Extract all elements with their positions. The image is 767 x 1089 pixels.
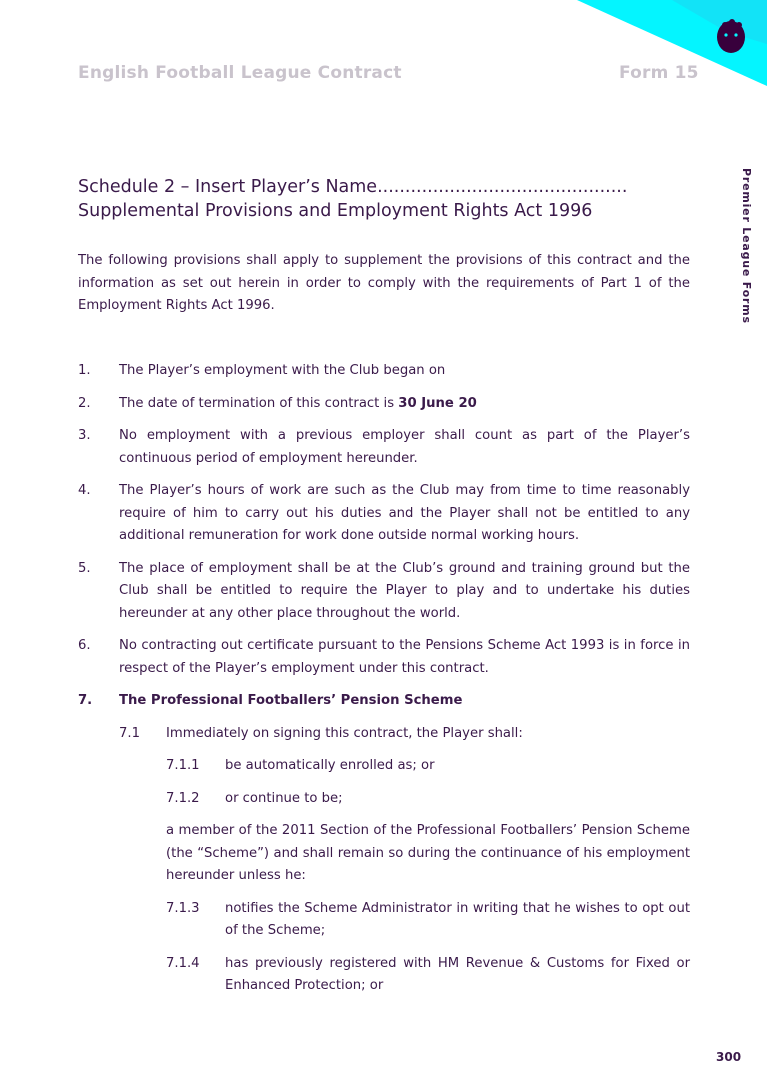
subsubclause xyxy=(166,898,690,943)
subsubclause-text: or continue to be; xyxy=(225,790,343,806)
list-item xyxy=(78,635,690,680)
item-number: 5. xyxy=(78,560,91,576)
item-text: The place of employment shall be at the Club’s ground and training ground but the Club shall be entitled to require the Player to play and to undertake his duties hereunder at any other place throughout the world. xyxy=(119,560,690,621)
subclause xyxy=(119,723,690,746)
list-item xyxy=(78,558,690,626)
subsubclause-text: notifies the Scheme Administrator in writing that he wishes to opt out of the Scheme; xyxy=(225,900,690,938)
subclause-number: 7.1 xyxy=(119,725,140,741)
schedule-title-line1: Schedule 2 – Insert Player’s Name............................................. xyxy=(78,177,628,197)
subsubclause-text: has previously registered with HM Revenue & Customs for Fixed or Enhanced Protection; or xyxy=(225,955,690,993)
list-item xyxy=(78,393,690,416)
item-text xyxy=(119,393,690,416)
item-text: The Player’s employment with the Club began on xyxy=(119,363,446,378)
provisions-list xyxy=(78,360,690,998)
document-title: English Football League Contract xyxy=(78,63,402,83)
item-text: No employment with a previous employer shall count as part of the Player’s continuous period of employment hereunder. xyxy=(119,428,690,466)
subsubclause-number: 7.1.2 xyxy=(166,790,200,806)
item-number: 6. xyxy=(78,638,91,653)
list-item xyxy=(78,425,690,470)
intro-paragraph: The following provisions shall apply to supplement the provisions of this contract and the information as set out herein in order to comply with the requirements of Part 1 of the Employment Rights Act 1996. xyxy=(78,253,690,313)
item-text-plain: The date of termination of this contract is xyxy=(119,395,399,411)
list-item xyxy=(78,360,690,383)
subsubclause-number: 7.1.1 xyxy=(166,758,200,773)
list-item xyxy=(78,480,690,548)
item-number: 2. xyxy=(78,395,91,411)
subclause-text: Immediately on signing this contract, the Player shall: xyxy=(166,725,523,741)
side-label: Premier League Forms xyxy=(740,168,753,324)
item-text: The Professional Footballers’ Pension Scheme xyxy=(119,693,463,708)
schedule-title-line2: Supplemental Provisions and Employment Rights Act 1996 xyxy=(78,201,593,221)
page-number: 300 xyxy=(716,1050,742,1064)
form-label: Form 15 xyxy=(619,63,699,83)
item-number: 7. xyxy=(78,693,93,708)
scheme-paragraph: a member of the 2011 Section of the Professional Footballers’ Pension Scheme (the “Scheme”) and shall remain so during the continuance of his employment hereunder unless he: xyxy=(166,823,690,883)
schedule-title xyxy=(78,175,627,223)
subsubclause-number: 7.1.4 xyxy=(166,955,200,971)
termination-date: 30 June 20 xyxy=(398,395,477,411)
section-heading xyxy=(78,690,690,713)
subsubclause xyxy=(166,788,690,811)
item-number: 1. xyxy=(78,363,91,378)
subsubclause xyxy=(166,755,690,778)
item-number: 3. xyxy=(78,428,91,443)
subsubclause xyxy=(166,953,690,998)
subsubclause-number: 7.1.3 xyxy=(166,900,200,916)
item-text: The Player’s hours of work are such as the Club may from time to time reasonably require of him to carry out his duties and the Player shall not be entitled to any additional remuneration for work done outside normal working hours. xyxy=(119,483,690,543)
item-number: 4. xyxy=(78,483,91,498)
item-text: No contracting out certificate pursuant to the Pensions Scheme Act 1993 is in force in respect of the Player’s employment under this contract. xyxy=(119,638,690,676)
subsubclause-text: be automatically enrolled as; or xyxy=(225,758,435,773)
